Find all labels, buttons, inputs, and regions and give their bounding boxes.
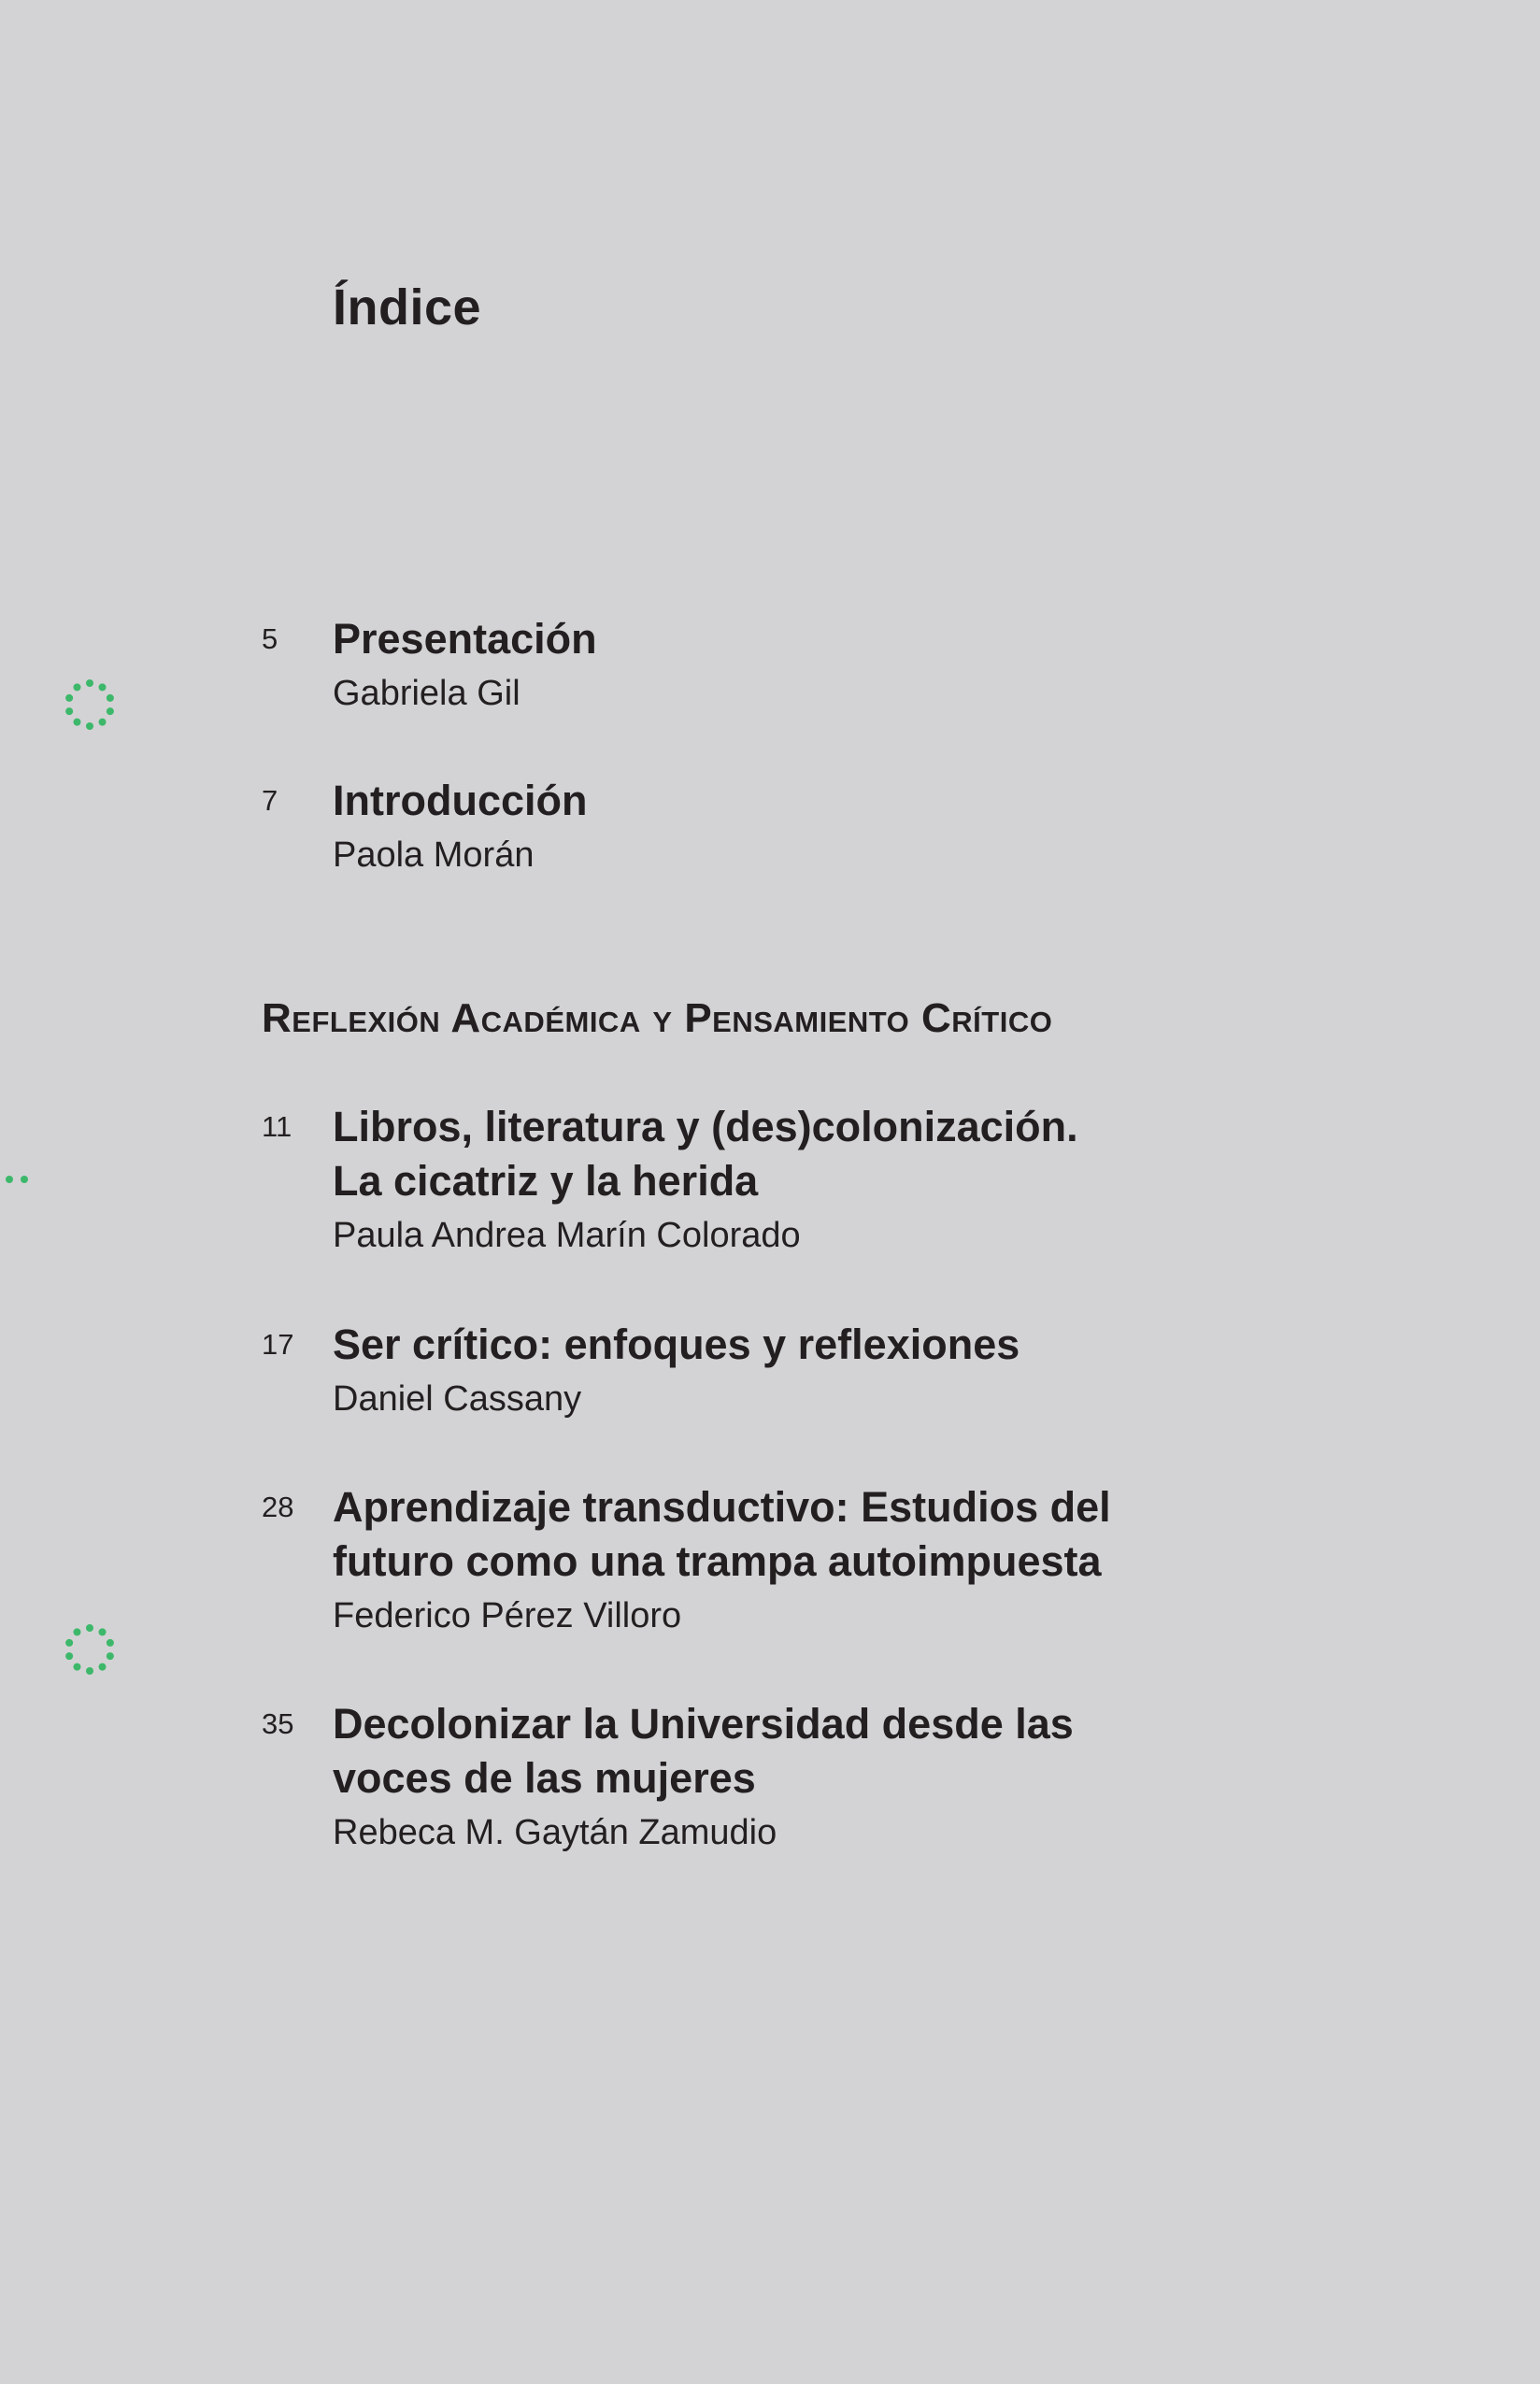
toc-entry-author: Paula Andrea Marín Colorado (333, 1216, 801, 1255)
toc-entry-author: Paola Morán (333, 835, 535, 875)
dot (73, 1663, 80, 1671)
dot (21, 1176, 28, 1183)
dot (107, 694, 114, 702)
toc-entry-page-number: 17 (262, 1328, 294, 1361)
dotted-circle-icon-bottom (60, 1620, 120, 1679)
dot (107, 1652, 114, 1660)
dot (99, 719, 107, 726)
dot (73, 719, 80, 726)
toc-entry-title: Libros, literatura y (des)colonización. La cicatriz y la herida (333, 1103, 1078, 1205)
toc-entry-title: Introducción (333, 777, 588, 824)
dot (86, 679, 93, 687)
toc-entry-title: Presentación (333, 615, 597, 663)
dot (65, 694, 73, 702)
toc-entry-title: Ser crítico: enfoques y reflexiones (333, 1320, 1020, 1368)
toc-entry-title: Aprendizaje transductivo: Estudios del futuro como una trampa autoimpuesta (333, 1483, 1111, 1585)
dot (99, 1663, 107, 1671)
toc-entry-author: Rebeca M. Gaytán Zamudio (333, 1813, 777, 1852)
toc-entry-page-number: 11 (262, 1110, 292, 1143)
dotted-circle-icon-partial (0, 1153, 45, 1198)
toc-entry-page-number: 28 (262, 1491, 294, 1523)
dot (73, 683, 80, 691)
dot (107, 1639, 114, 1647)
toc-entry-author: Daniel Cassany (333, 1379, 582, 1419)
toc-entry-page-number: 35 (262, 1707, 294, 1740)
toc-entry-page-number: 7 (262, 784, 278, 817)
section-heading: Reflexión Académica y Pensamiento Crítico (262, 995, 1053, 1041)
page-title: Índice (333, 279, 482, 335)
dot (6, 1176, 13, 1183)
dot (65, 1639, 73, 1647)
dot (107, 707, 114, 715)
toc-entry-page-number: 5 (262, 622, 278, 655)
dotted-circle-icon-top (60, 675, 120, 735)
toc-entry-title: Decolonizar la Universidad desde las voces de las mujeres (333, 1700, 1074, 1802)
dot (65, 707, 73, 715)
dot (99, 1628, 107, 1635)
dot (99, 683, 107, 691)
dot (86, 1667, 93, 1675)
dot (86, 722, 93, 730)
dot (86, 1624, 93, 1632)
dot (65, 1652, 73, 1660)
dot (73, 1628, 80, 1635)
toc-entry-author: Gabriela Gil (333, 674, 520, 713)
toc-entry-author: Federico Pérez Villoro (333, 1596, 682, 1635)
